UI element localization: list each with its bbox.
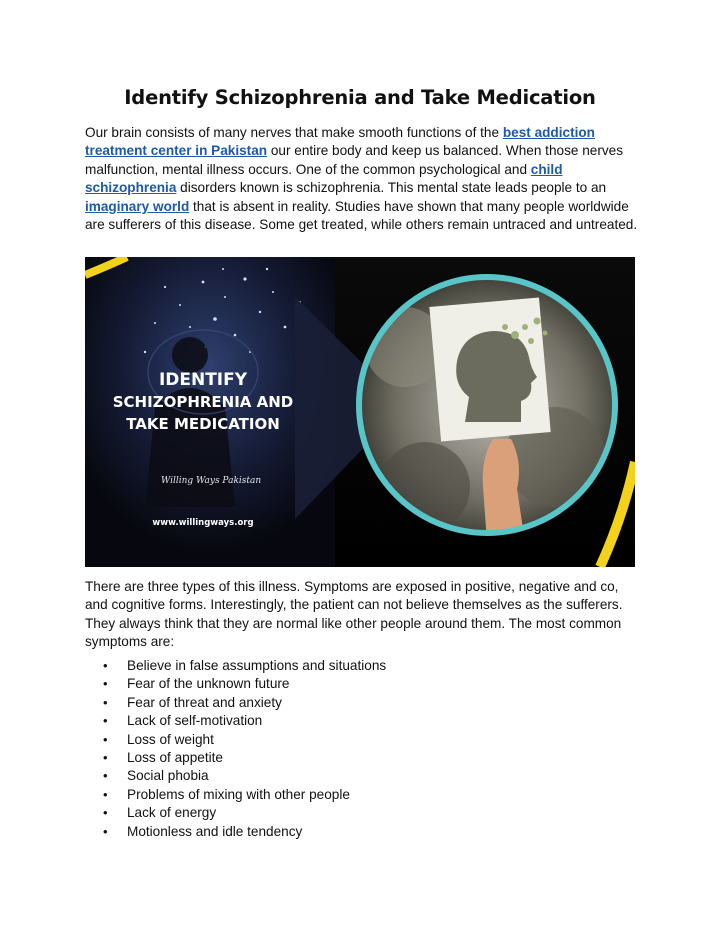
banner-website: www.willingways.org: [152, 518, 254, 528]
banner-heading-line-2: SCHIZOPHRENIA AND: [112, 393, 294, 411]
bullet-icon: •: [103, 658, 108, 673]
list-item: • Lack of energy: [85, 804, 386, 822]
list-item: • Loss of appetite: [85, 749, 386, 767]
page-title: Identify Schizophrenia and Take Medication: [124, 86, 596, 109]
intro-text-1: Our brain consists of many nerves that make smooth functions of the: [85, 125, 503, 140]
bullet-icon: •: [103, 694, 108, 710]
list-item: • Believe in false assumptions and situations: [85, 657, 386, 675]
intro-text-3: disorders known is schizophrenia. This mental state leads people to an: [176, 180, 607, 196]
list-item: • Motionless and idle tendency: [85, 823, 386, 841]
best-addiction-link[interactable]: best addiction treatment center in Pakistan: [85, 125, 595, 159]
bullet-icon: •: [103, 805, 108, 821]
banner-heading-line-3: TAKE MEDICATION: [126, 415, 280, 433]
list-item: • Fear of threat and anxiety: [85, 694, 386, 712]
bullet-icon: •: [103, 823, 108, 839]
banner-signature: Willing Ways Pakistan: [161, 476, 262, 486]
intro-paragraph: [85, 124, 640, 234]
imaginary-world-link[interactable]: imaginary world: [85, 198, 190, 214]
list-item: • Problems of mixing with other people: [85, 786, 386, 804]
list-item: • Social phobia: [85, 767, 386, 785]
bullet-icon: •: [103, 750, 108, 766]
bullet-icon: •: [103, 786, 108, 802]
bullet-icon: •: [103, 713, 108, 729]
banner-heading-line-1: IDENTIFY: [158, 370, 248, 390]
child-schizophrenia-link[interactable]: child schizophrenia: [85, 161, 563, 196]
hero-banner-image: [85, 257, 635, 567]
intro-text-2: our entire body and keep us balanced. When those nerves malfunction, mental illness occurs. One of the common psychological and: [85, 143, 624, 177]
list-item: • Lack of self-motivation: [85, 712, 386, 730]
bullet-icon: •: [103, 768, 108, 784]
symptom-list: [85, 657, 386, 841]
list-item: • Loss of weight: [85, 731, 386, 749]
list-item: • Fear of the unknown future: [85, 675, 386, 693]
bullet-icon: •: [103, 731, 108, 747]
symptoms-intro-paragraph: There are three types of this illness. Symptoms are exposed in positive, negative and co, and cognitive forms. Interestingly, the patient can not believe themselves as the sufferers. They always think that they are normal like other people around them. The most common symptoms are:: [85, 579, 623, 650]
intro-text-4: that is absent in reality. Studies have shown that many people worldwide are sufferers of this disease. Some get treated, while others remain untraced and untreated.: [85, 198, 638, 233]
bullet-icon: •: [103, 676, 108, 692]
